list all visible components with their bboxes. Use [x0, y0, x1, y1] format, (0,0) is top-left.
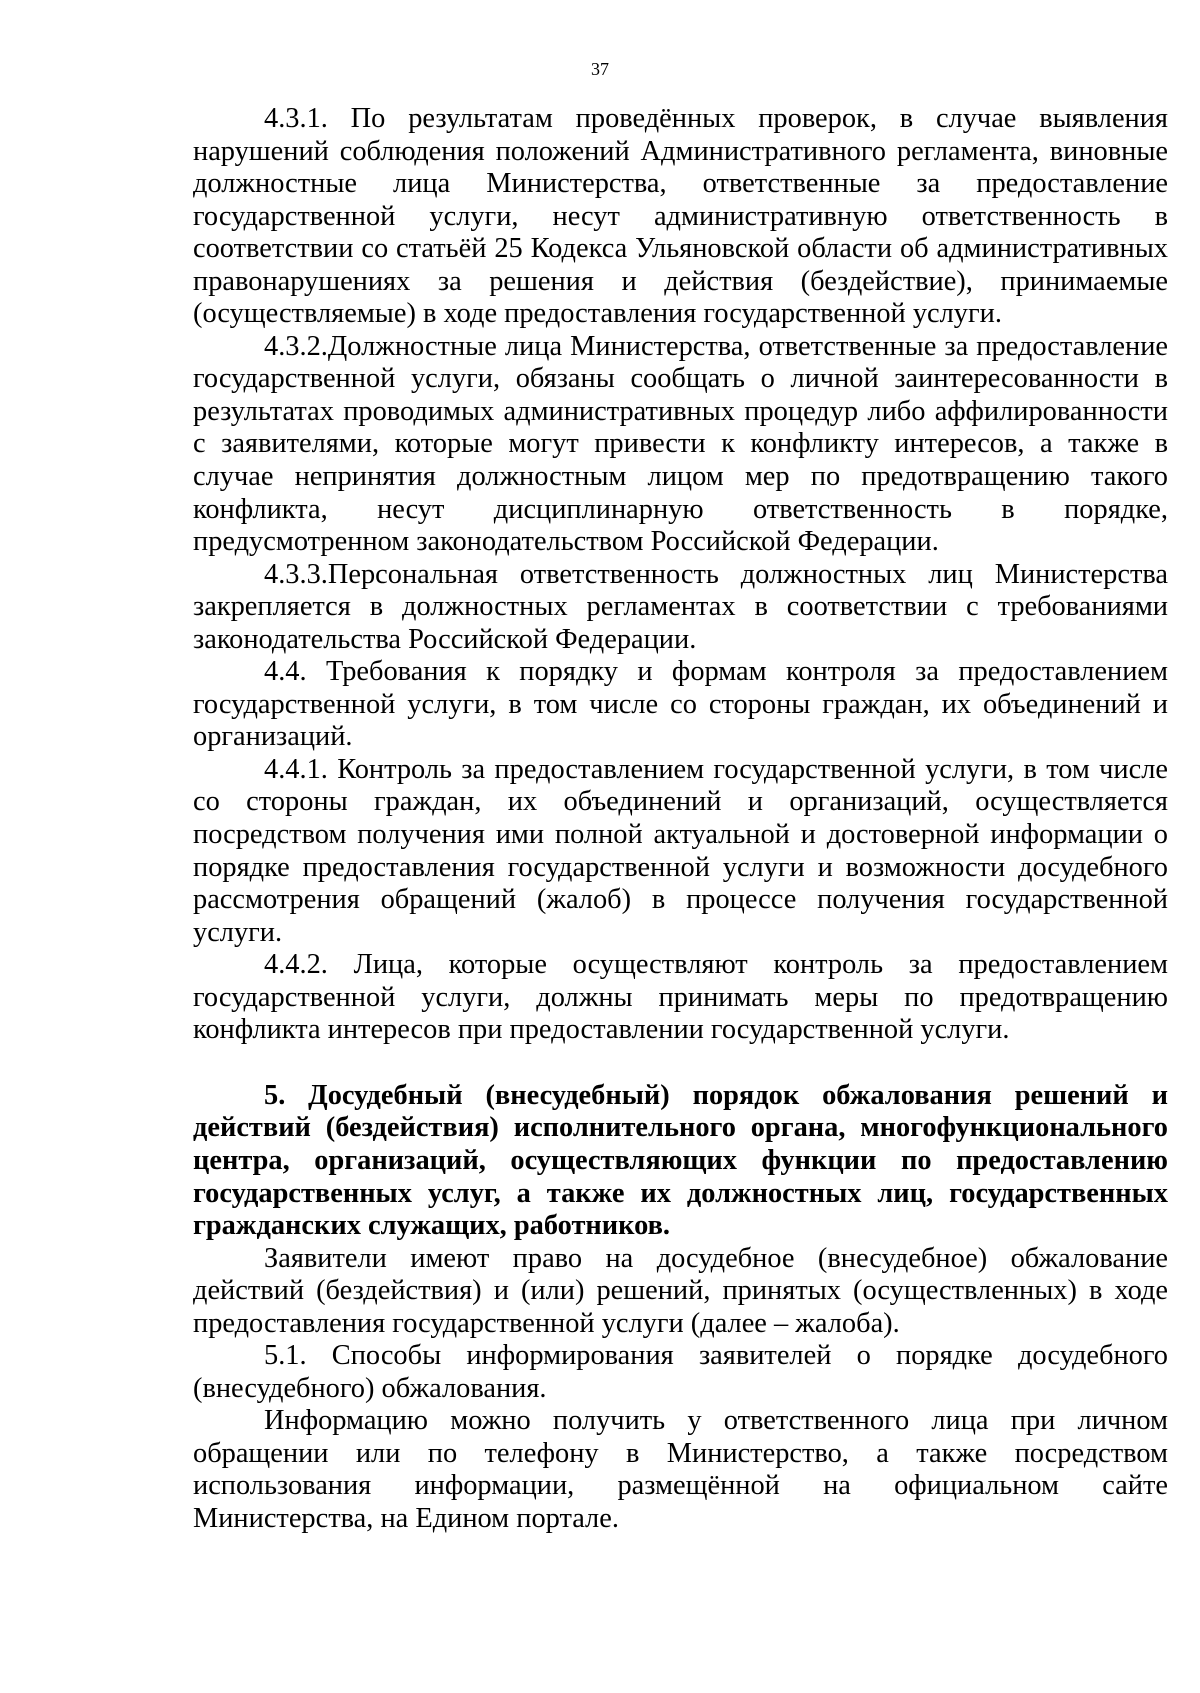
document-body — [193, 103, 1168, 1536]
paragraph-4-3-1: 4.3.1. По результатам проведённых проверок, в случае выявления нарушений соблюдения положений Административного регламента, виновные должностные лица Министерства, ответственные за предоставление государственной услуги, несут административную ответственность в соответствии со статьёй 25 Кодекса Ульяновской области об административных правонарушениях за решения и действия (бездействие), принимаемые (осуществляемые) в ходе предоставления государственной услуги. — [193, 103, 1168, 330]
paragraph-5-1: 5.1. Способы информирования заявителей о порядке досудебного (внесудебного) обжалования. — [193, 1340, 1168, 1404]
paragraph-4-3-3: 4.3.3.Персональная ответственность должностных лиц Министерства закрепляется в должностных регламентах в соответствии с требованиями законодательства Российской Федерации. — [193, 558, 1168, 655]
paragraph-information: Информацию можно получить у ответственного лица при личном обращении или по телефону в Министерство, а также посредством использования информации, размещённой на официальном сайте Министерства, на Едином портале. — [193, 1405, 1168, 1534]
page-number: 37 — [591, 59, 609, 79]
paragraph-4-4: 4.4. Требования к порядку и формам контроля за предоставлением государственной услуги, в том числе со стороны граждан, их объединений и организаций. — [193, 656, 1168, 753]
section-5-heading: 5. Досудебный (внесудебный) порядок обжалования решений и действий (бездействия) исполнительного органа, многофункционального центра, организаций, осуществляющих функции по предоставлению государственных услуг, а также их должностных лиц, государственных гражданских служащих, работников. — [193, 1079, 1168, 1242]
paragraph-4-3-2: 4.3.2.Должностные лица Министерства, ответственные за предоставление государственной услуги, обязаны сообщать о личной заинтересованности в результатах проводимых административных процедур либо аффилированности с заявителями, которые могут привести к конфликту интересов, а также в случае непринятия должностным лицом мер по предотвращению такого конфликта, несут дисциплинарную ответственность в порядке, предусмотренном законодательством Российской Федерации. — [193, 330, 1168, 558]
paragraph-4-4-2: 4.4.2. Лица, которые осуществляют контроль за предоставлением государственной услуги, должны принимать меры по предотвращению конфликта интересов при предоставлении государственной услуги. — [193, 949, 1168, 1046]
paragraph-4-4-1: 4.4.1. Контроль за предоставлением государственной услуги, в том числе со стороны граждан, их объединений и организаций, осуществляется посредством получения ими полной актуальной и достоверной информации о порядке предоставления государственной услуги и возможности досудебного рассмотрения обращений (жалоб) в процессе получения государственной услуги. — [193, 753, 1168, 948]
paragraph-applicants-right: Заявители имеют право на досудебное (внесудебное) обжалование действий (бездействия) и (или) решений, принятых (осуществленных) в ходе предоставления государственной услуги (далее – жалоба). — [193, 1242, 1168, 1339]
